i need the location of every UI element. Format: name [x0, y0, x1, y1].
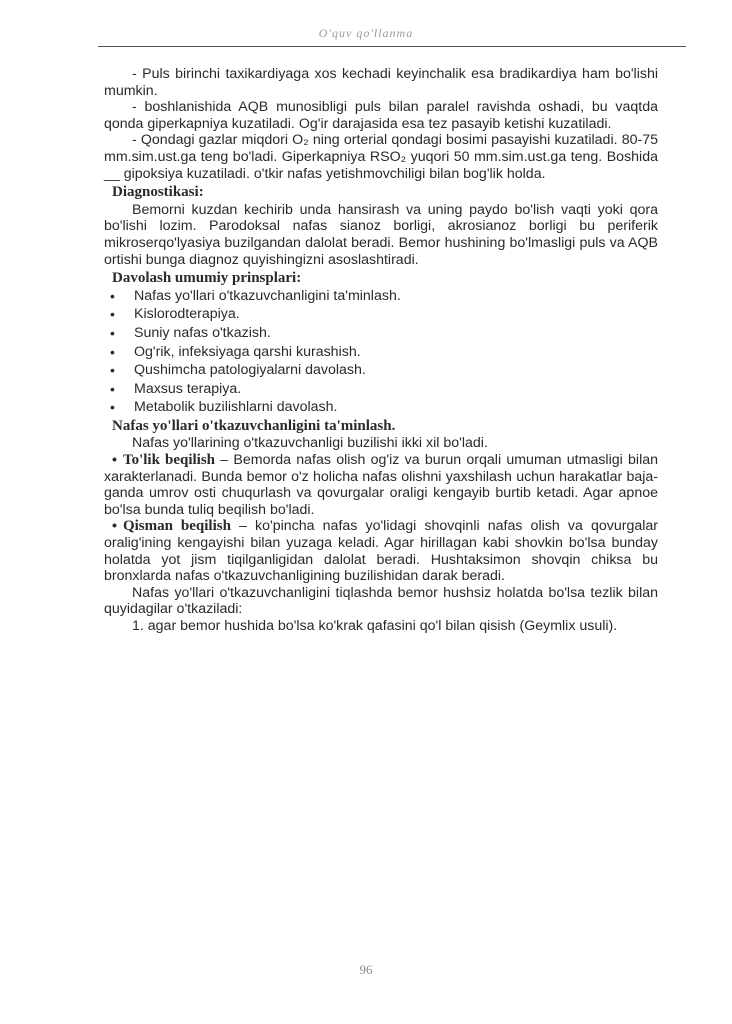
list-item-text: Qushimcha patologiyalarni davolash.	[134, 362, 366, 379]
page-number: 96	[359, 962, 373, 977]
list-item	[104, 399, 658, 416]
list-item	[104, 381, 658, 398]
term-partial-obstruction: Qisman beqilish	[122, 518, 231, 535]
heading-diagnostics: Diagnostikasi:	[112, 184, 204, 201]
list-item-text: Nafas yo'llari o'tkazuvchanligini ta'minlash.	[134, 287, 401, 304]
list-item	[104, 344, 658, 361]
list-item-text: Maxsus terapiya.	[134, 380, 242, 397]
paragraph-airway-intro: Nafas yo'llarining o'tkazuvchanligi buzilishi ikki xil bo'ladi.	[132, 435, 488, 452]
page-content	[104, 66, 658, 635]
full-obstruction-text: – Bemorda nafas olish og'iz va burun orqali umuman utmasligi bilan xarakterlanadi. Bunda bemor o'z holicha nafas olishni yaxshilash uchun harakatlar baja-ganda umrov osti chuqurlash va qovurgalar oraligi kengayib burtib ketadi. Agar apnoe bo'lsa bunda tuliq beqilish bo'ladi.	[104, 452, 659, 518]
paragraph-full-obstruction	[104, 452, 658, 518]
list-item	[104, 306, 658, 323]
bullet-icon: •	[110, 343, 115, 360]
bullet-icon: •	[110, 306, 115, 323]
heading-treatment-principles: Davolash umumiy prinsplari:	[112, 270, 302, 287]
bullet-icon: •	[110, 287, 115, 304]
paragraph-blood-gases: - Qondagi gazlar miqdori O₂ ning orterial qondagi bosimi pasayishi kuzatiladi. 80-75 mm.sim.ust.ga teng bo'ladi. Giperkapniya RSO₂ yuqori 50 mm.sim.ust.ga teng. Boshida __ gipoksiya kuzatiladi. o'tkir nafas yetishmovchiligi bilan bog'lik holda.	[104, 132, 658, 182]
list-item-text: Suniy nafas o'tkazish.	[134, 324, 271, 341]
list-item	[104, 288, 658, 305]
bullet-icon: •	[110, 362, 115, 379]
term-full-obstruction: To'lik beqilish	[122, 452, 216, 469]
list-item-text: Og'rik, infeksiyaga qarshi kurashish.	[134, 343, 361, 360]
paragraph-partial-obstruction	[104, 518, 658, 584]
bullet-icon: •	[110, 399, 115, 416]
running-header: O'quv qo'llanma	[318, 26, 414, 40]
partial-obstruction-text: – ko'pincha nafas yo'lidagi shovqinli nafas olish va qovurgalar oralig'ining kengayishi bilan yuzaga keladi. Agar hirillagan kabi shovkin bo'lsa bunday holatda yot jism tiqilganligidan dalolat beradi. Hushtaksimon shovqin chiksa bu bronxlarda nafas o'tkazuvchanligining buzilishidan darak beradi.	[104, 518, 658, 585]
bullet-icon: •	[112, 518, 117, 535]
paragraph-diagnostics: Bemorni kuzdan kechirib unda hansirash va uning paydo bo'lish vaqti yoki qora bo'lishi lozim. Parodoksal nafas sianoz borligi, akrosianoz borligi bu periferik mikroserqo'lyasiya buzilgandan dalolat beradi. Bemor hushining bo'lmasligi puls va AQB ortishi bunga diagnoz quyishingizni asoslashtiradi.	[104, 201, 658, 268]
paragraph-blood-pressure: - boshlanishida AQB munosibligi puls bilan paralel ravishda oshadi, bu vaqtda qonda giperkapniya kuzatiladi. Og'ir darajasida esa tez pasayib ketishi kuzatiladi.	[104, 99, 658, 132]
heading-airway-patency: Nafas yo'llari o'tkazuvchanligini ta'minlash.	[112, 417, 396, 434]
paragraph-unconscious-intro: Nafas yo'llari o'tkazuvchanligini tiqlashda bemor hushsiz holatda bo'lsa tezlik bilan quyidagilar o'tkaziladi:	[104, 584, 658, 618]
bullet-icon: •	[112, 452, 117, 469]
list-item-text: Kislorodterapiya.	[134, 306, 240, 323]
header-rule	[98, 46, 686, 47]
paragraph-pulse: - Puls birinchi taxikardiyaga xos kechadi keyinchalik esa bradikardiya ham bo'lishi mumkin.	[104, 66, 658, 99]
list-item-text: Metabolik buzilishlarni davolash.	[134, 399, 338, 416]
bullet-icon: •	[110, 324, 115, 341]
list-item	[104, 362, 658, 379]
paragraph-step-1: 1. agar bemor hushida bo'lsa ko'krak qafasini qo'l bilan qisish (Geymlix usuli).	[132, 618, 618, 634]
list-item	[104, 325, 658, 342]
treatment-list	[104, 288, 658, 416]
bullet-icon: •	[110, 380, 115, 397]
